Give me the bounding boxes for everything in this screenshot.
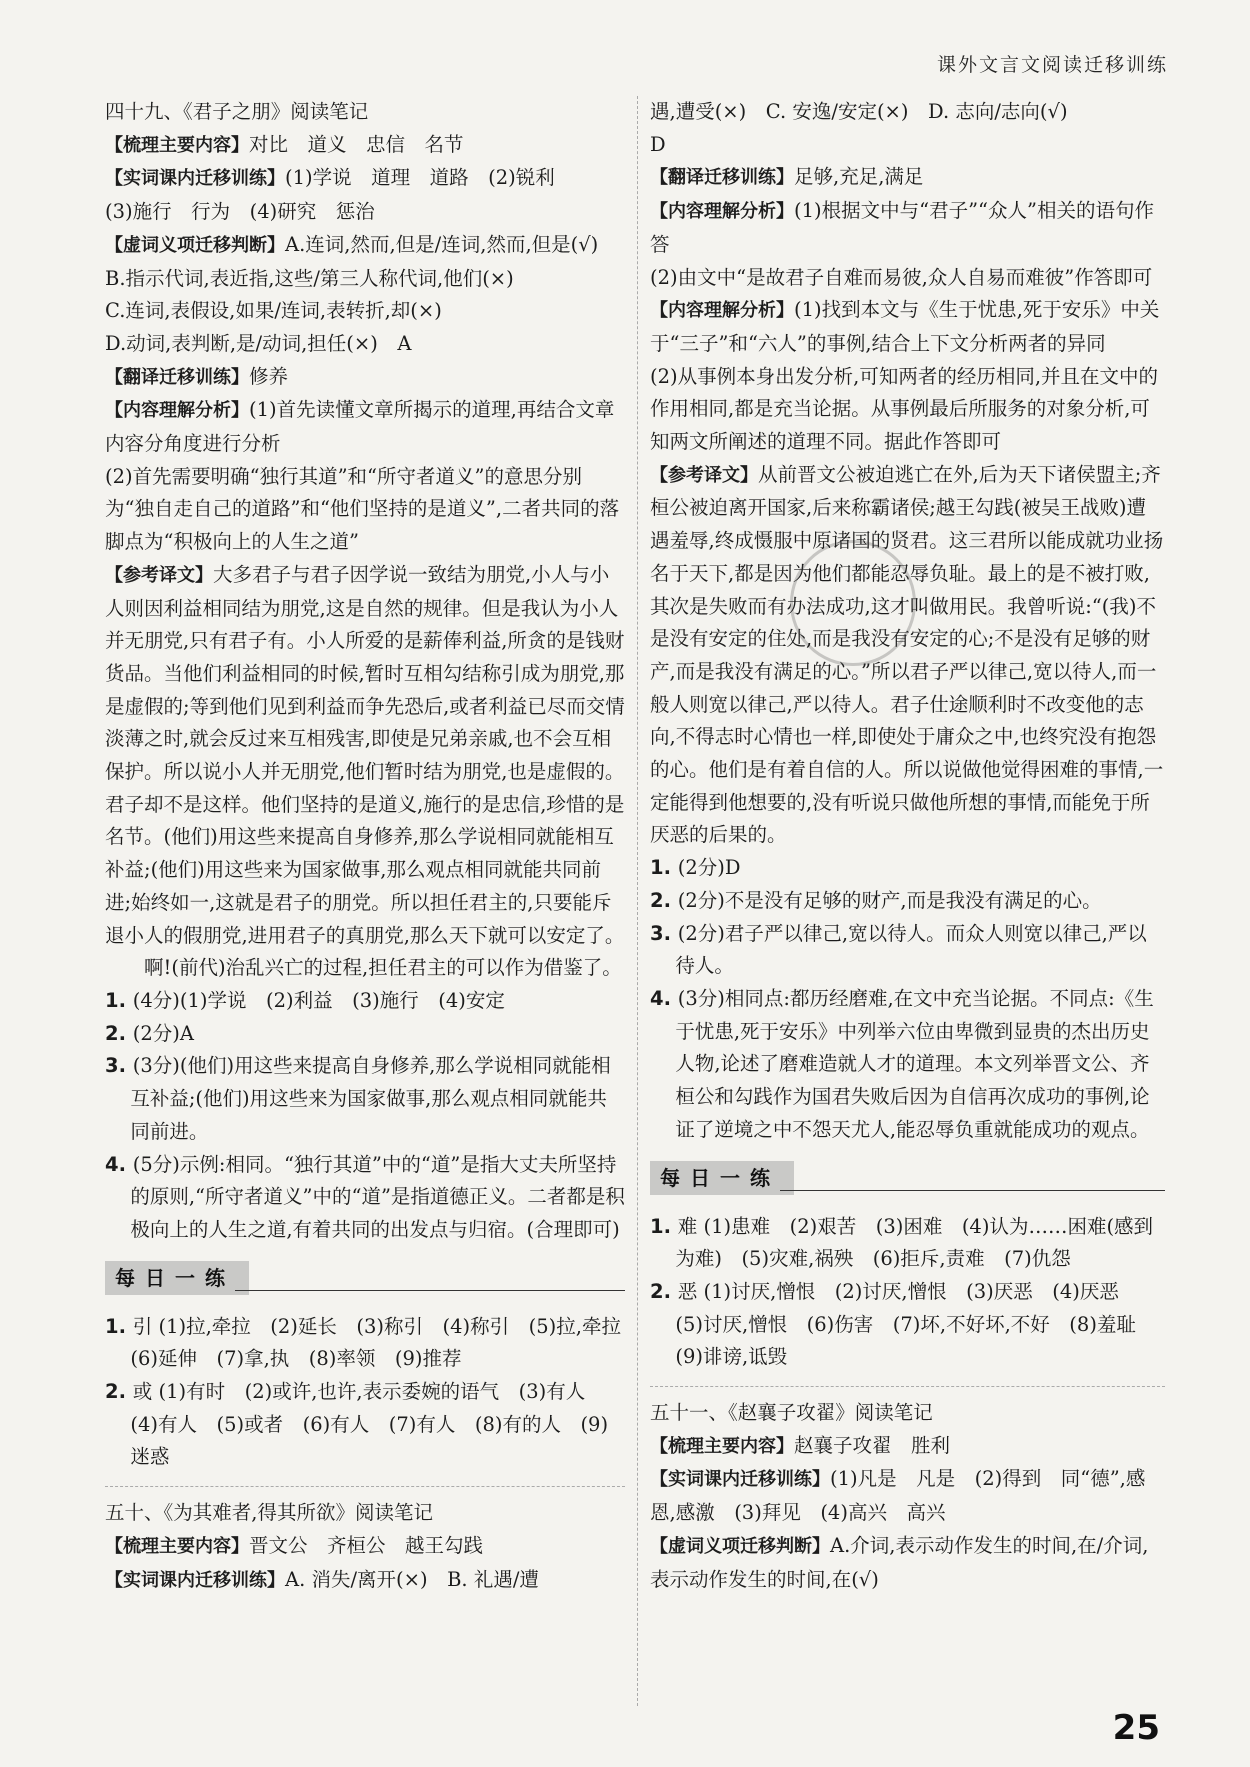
question-number: 2. [650,888,678,912]
section-49-notes [105,96,625,985]
note-text: (2)由文中“是故君子自难而易彼,众人自易而难彼”作答即可 [650,265,1153,289]
note-tag: 【参考译文】 [650,464,758,486]
question-number: 2. [105,1380,133,1404]
section-50-notes [105,1497,625,1597]
daily-practice-title: 每日一练 [105,1261,249,1296]
question-number: 4. [650,986,678,1010]
note-line [105,1564,625,1598]
note-tag: 【内容理解分析】 [105,400,249,422]
question-answer [650,852,1165,885]
note-tag: 【内容理解分析】 [650,300,794,322]
note-text: 四十九、《君子之朋》阅读笔记 [105,100,369,123]
section-divider [105,1486,625,1487]
note-text: A.介词,表示动作发生的时间,在/介词,表示动作发生的时间,在(√) [650,1533,1149,1591]
question-answer [105,1311,641,1376]
note-text: 遇,遭受(×) C. 安逸/安定(×) D. 志向/志向(√) [650,100,1068,123]
note-line [105,229,625,263]
note-line [105,129,625,163]
question-answer [650,1276,1165,1374]
note-line [105,461,625,559]
note-line [105,361,625,395]
note-tag: 【梳理主要内容】 [650,1435,794,1457]
section-51-notes [650,1397,1165,1596]
answer-text: (2分)A [132,1021,194,1045]
right-column [650,96,1165,1596]
note-tag: 【梳理主要内容】 [105,134,249,156]
question-answer [105,1050,625,1148]
note-line [650,1430,1165,1464]
daily-practice-header-left [105,1261,625,1295]
daily-practice-right [650,1211,1165,1375]
note-line [650,129,1165,162]
note-text: 晋文公 齐桓公 越王勾践 [249,1533,484,1557]
answer-text: 恶 (1)讨厌,憎恨 (2)讨厌,憎恨 (3)厌恶 (4)厌恶 (5)讨厌,憎恨 (6)伤害 (7)坏,不好坏,不好 (8)羞耻 (9)诽谤,诋毁 [675,1279,1156,1369]
note-line [105,1530,625,1564]
question-number: 2. [105,1021,133,1045]
answer-text: (2分)D [677,856,741,880]
note-text: (1)凡是 凡是 (2)得到 同“德”,感恩,感激 (3)拜见 (4)高兴 高兴 [650,1467,1146,1525]
daily-practice-header-right [650,1161,1165,1195]
answer-text: (2分)不是没有足够的财产,而是我没有满足的心。 [677,888,1102,912]
watermark-stamp [790,540,916,666]
note-line [105,162,625,196]
note-text: 五十一、《赵襄子攻翟》阅读笔记 [650,1401,933,1425]
note-text: 五十、《为其难者,得其所欲》阅读笔记 [105,1501,433,1525]
note-line [105,328,625,361]
section-49-answers [105,985,625,1247]
answer-text: (2分)君子严以律己,宽以待人。而众人则宽以律己,严以待人。 [675,921,1147,978]
page-number: 25 [1112,1708,1160,1748]
note-text: (1)首先读懂文章所揭示的道理,再结合文章内容分角度进行分析 [105,398,615,456]
question-number: 1. [105,988,133,1012]
note-text: (1)根据文中与“君子”“众人”相关的语句作答 [650,199,1154,256]
note-text: 啊!(前代)治乱兴亡的过程,担任君主的可以作为借鉴了。 [144,956,622,980]
answer-text: 引 (1)拉,牵拉 (2)延长 (3)称引 (4)称引 (5)拉,牵拉 (6)延伸 (7)拿,执 (8)率领 (9)推荐 [130,1314,641,1371]
question-answer [650,885,1165,918]
note-line [650,1530,1165,1596]
note-text: D [650,132,666,156]
note-text: D.动词,表判断,是/动词,担任(×) A [105,331,412,355]
question-answer [105,1018,625,1051]
running-header: 课外文言文阅读迁移训练 [936,54,1168,76]
note-line [650,459,1165,852]
note-line [105,394,625,460]
question-number: 2. [650,1279,678,1303]
note-line [650,161,1165,195]
note-text: A.连词,然而,但是/连词,然而,但是(√) [285,232,599,256]
note-text: C.连词,表假设,如果/连词,表转折,却(×) [105,299,442,323]
question-number: 1. [650,856,678,880]
note-text: 足够,充足,满足 [794,165,924,189]
answer-text: (4分)(1)学说 (2)利益 (3)施行 (4)安定 [132,988,505,1012]
question-number: 3. [650,921,678,945]
header-rule [780,1190,1165,1191]
note-tag: 【实词课内迁移训练】 [105,1569,285,1591]
note-line [105,96,625,129]
note-text: (3)施行 行为 (4)研究 惩治 [105,200,375,224]
note-text: 赵襄子攻翟 胜利 [794,1433,951,1457]
section-50-notes-continued [650,96,1165,852]
note-line [105,196,625,229]
note-text: (1)学说 道理 道路 (2)锐利 [285,166,555,190]
note-line [650,1463,1165,1529]
daily-practice-left [105,1311,641,1475]
note-line [650,1397,1165,1430]
left-column [105,96,641,1597]
note-line [105,1497,625,1530]
note-text: 大多君子与君子因学说一致结为朋党,小人与小人则因利益相同结为朋党,这是自然的规律。但是我认为小人并无朋党,只有君子有。小人所爱的是薪俸利益,所贪的是钱财货品。当他们利益相同的时候,暂时互相勾结称引成为朋党,那是虚假的;等到他们见到利益而争先恐后,或者利益已尽而交情淡薄之时,就会反过来互相残害,即使是兄弟亲戚,也不会互相保护。所以说小人并无朋党,他们暂时结为朋党,也是虚假的。君子却不是这样。他们坚持的是道义,施行的是忠信,珍惜的是名节。(他们)用这些来提高自身修养,那么学说相同就能相互补益;(他们)用这些来为国家做事,那么观点相同就能共同前进;始终如一,这就是君子的朋党。所以担任君主的,只要能斥退小人的假朋党,进用君子的真朋党,那么天下就可以安定了。 [105,562,625,947]
note-tag: 【实词课内迁移训练】 [650,1469,830,1491]
note-text: 从前晋文公被迫逃亡在外,后为天下诸侯盟主;齐桓公被迫离开国家,后来称霸诸侯;越王勾践(被吴王战败)遭遇羞辱,终成慑服中原诸国的贤君。这三君所以能成就功业扬名于天下,都是因为他们都能忍辱负耻。最上的是不被打败,其次是失败而有办法成功,这才叫做用民。我曾听说:“(我)不是没有安定的住处,而是我没有安定的心;不是没有足够的财产,而是我没有满足的心。”所以君子严以律己,宽以待人,而一般人则宽以律己,严以待人。君子仕途顺利时不改变他的志向,不得志时心情也一样,即使处于庸众之中,也终究没有抱怨的心。他们是有着自信的人。所以说做他觉得困难的事情,一定能得到他想要的,没有听说只做他所想的事情,而能免于所厌恶的后果的。 [650,462,1164,847]
note-tag: 【参考译文】 [105,564,213,586]
note-line [650,262,1165,295]
note-tag: 【内容理解分析】 [650,201,794,223]
answer-text: 难 (1)患难 (2)艰苦 (3)困难 (4)认为……困难(感到为难) (5)灾难,祸殃 (6)拒斥,责难 (7)仇怨 [675,1214,1154,1271]
note-tag: 【翻译迁移训练】 [105,366,249,388]
note-line [650,361,1165,459]
note-text: 对比 道义 忠信 名节 [249,132,464,156]
question-number: 1. [105,1314,133,1338]
note-tag: 【虚词义项迁移判断】 [650,1535,830,1557]
question-answer [650,1211,1165,1276]
answer-text: (3分)相同点:都历经磨难,在文中充当论据。不同点:《生于忧患,死于安乐》中列举六位由卑微到显贵的杰出历史人物,论述了磨难造就人才的道理。本文列举晋文公、齐桓公和勾践作为国君失败后因为自信再次成功的事例,论证了逆境之中不怨天尤人,能忍辱负重就能成功的观点。 [675,986,1154,1141]
question-answer [650,983,1165,1147]
answer-text: (3分)(他们)用这些来提高自身修养,那么学说相同就能相互补益;(他们)用这些来为国家做事,那么观点相同就能共同前进。 [130,1054,611,1143]
column-divider [637,96,638,1706]
question-answer [105,1376,625,1474]
note-text: 修养 [249,364,289,388]
note-line [650,96,1165,129]
question-answer [105,985,625,1018]
section-divider [650,1386,1165,1387]
header-rule [235,1290,625,1291]
question-number: 4. [105,1152,133,1176]
note-line [105,559,625,952]
note-text: B.指示代词,表近指,这些/第三人称代词,他们(×) [105,266,514,290]
note-tag: 【翻译迁移训练】 [650,167,794,189]
note-text: A. 消失/离开(×) B. 礼遇/遭 [285,1567,539,1591]
note-tag: 【梳理主要内容】 [105,1535,249,1557]
note-line [105,263,625,296]
section-50-answers [650,852,1165,1146]
question-number: 3. [105,1054,133,1078]
note-line [650,195,1165,261]
note-text: (2)从事例本身出发分析,可知两者的经历相同,并且在文中的作用相同,都是充当论据。从事例最后所服务的对象分析,可知两文所阐述的道理不同。据此作答即可 [650,364,1159,454]
answer-text: (5分)示例:相同。“独行其道”中的“道”是指大丈夫所坚持的原则,“所守者道义”中的“道”是指道德正义。二者都是积极向上的人生之道,有着共同的出发点与归宿。(合理即可) [130,1152,625,1241]
question-answer [105,1149,625,1247]
question-number: 1. [650,1214,678,1238]
note-text: (1)找到本文与《生于忧患,死于安乐》中关于“三子”和“六人”的事例,结合上下文分析两者的异同 [650,298,1160,355]
note-tag: 【实词课内迁移训练】 [105,168,285,190]
note-tag: 【虚词义项迁移判断】 [105,234,285,256]
note-line [105,952,625,985]
note-line [650,294,1165,360]
note-line [105,295,625,328]
daily-practice-title: 每日一练 [650,1161,794,1196]
answer-text: 或 (1)有时 (2)或许,也许,表示委婉的语气 (3)有人 (4)有人 (5)或者 (6)有人 (7)有人 (8)有的人 (9)迷惑 [130,1380,609,1469]
note-text: (2)首先需要明确“独行其道”和“所守者道义”的意思分别为“独自走自己的道路”和“他们坚持的是道义”,二者共同的落脚点为“积极向上的人生之道” [105,464,620,554]
question-answer [650,918,1165,983]
